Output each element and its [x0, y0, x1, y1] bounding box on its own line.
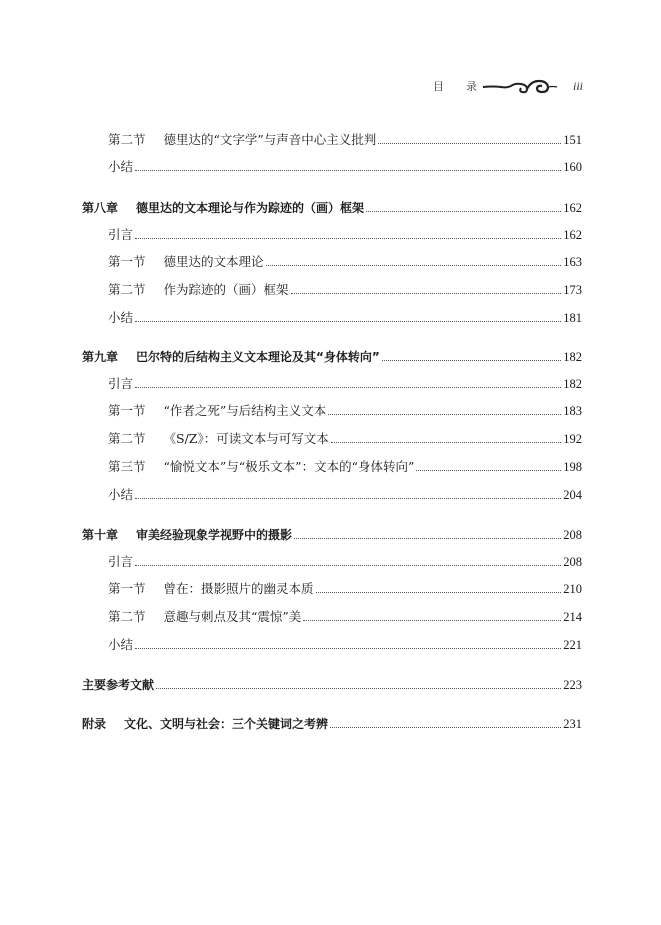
toc-entry[interactable] [108, 483, 582, 503]
toc-entry-title: 小结 [108, 310, 134, 325]
toc-entry-title: 引言 [108, 554, 134, 569]
toc-entry-title: 作为踪迹的（画）框架 [163, 282, 289, 297]
dot-leader [135, 565, 561, 566]
toc-entry-title: 小结 [108, 159, 134, 174]
dot-leader [291, 293, 562, 294]
toc-entry-page: 208 [563, 555, 582, 569]
toc-entry[interactable] [108, 278, 582, 298]
dot-leader [416, 470, 561, 471]
toc-entry[interactable] [82, 196, 582, 216]
toc-entry-title: 文化、文明与社会：三个关键词之考辨 [124, 717, 329, 731]
dot-leader [135, 170, 561, 171]
toc-entry[interactable] [108, 427, 582, 447]
dot-leader [266, 265, 562, 266]
dot-leader [135, 648, 561, 649]
toc-entry-number: 第二节 [108, 132, 146, 147]
toc-entry-number: 第二节 [108, 282, 146, 297]
toc-entry-number: 第一节 [108, 581, 146, 596]
toc-entry-number: 第十章 [82, 528, 119, 542]
dot-leader [330, 727, 561, 728]
toc-entry-title: 曾在：摄影照片的幽灵本质 [163, 581, 314, 596]
toc-entry[interactable] [108, 223, 582, 243]
toc-entry[interactable] [82, 712, 582, 732]
toc-entry-title: “愉悦文本”与“极乐文本”：文本的“身体转向” [163, 459, 415, 474]
toc-entry-title: 小结 [108, 637, 134, 652]
toc-entry-title: 《S/Z》：可读文本与可写文本 [163, 431, 329, 446]
toc-entry-page: 163 [563, 255, 582, 269]
toc-entry-page: 182 [563, 377, 582, 391]
dot-leader [135, 238, 561, 239]
toc-entry-title: 意趣与刺点及其“震惊”美 [163, 609, 302, 624]
toc-entry-page: 162 [563, 228, 582, 242]
toc-entry[interactable] [108, 577, 582, 597]
toc-entry-number: 第一节 [108, 254, 146, 269]
toc-entry[interactable] [108, 399, 582, 419]
toc-entry-number: 第八章 [82, 201, 119, 215]
toc-entry-page: 183 [563, 404, 582, 418]
page-folio: iii [572, 78, 583, 93]
dot-leader [156, 688, 561, 689]
toc-entry[interactable] [108, 155, 582, 175]
toc-entry-page: 204 [563, 488, 582, 502]
toc-entry[interactable] [82, 345, 582, 365]
toc-entry-title: 巴尔特的后结构主义文本理论及其“身体转向” [136, 350, 380, 364]
toc-entry-title: 审美经验现象学视野中的摄影 [136, 528, 293, 542]
toc-entry-number: 附录 [82, 717, 107, 731]
toc-entry-title: 引言 [108, 227, 134, 242]
dot-leader [366, 211, 561, 212]
dot-leader [316, 592, 562, 593]
toc-entry-page: 210 [563, 582, 582, 596]
toc-entry-title: 主要参考文献 [82, 678, 155, 692]
dot-leader [331, 442, 562, 443]
toc-entry[interactable] [82, 673, 582, 693]
dot-leader [135, 387, 561, 388]
toc-entry-title: 德里达的文本理论与作为踪迹的（画）框架 [136, 201, 365, 215]
toc-entry-page: 223 [563, 678, 582, 692]
toc-entry-page: 214 [563, 610, 582, 624]
toc-entry-title: 小结 [108, 487, 134, 502]
toc-entry[interactable] [82, 523, 582, 543]
toc-entry-title: 德里达的文本理论 [163, 254, 264, 269]
toc-entry-title: 德里达的“文字学”与声音中心主义批判 [163, 132, 377, 147]
toc-entry-title: 引言 [108, 376, 134, 391]
cloud-ornament-icon [481, 77, 559, 95]
toc-entry[interactable] [108, 250, 582, 270]
toc-entry-page: 181 [563, 311, 582, 325]
toc-entry-page: 162 [563, 201, 582, 215]
toc-entry[interactable] [108, 455, 582, 475]
toc-entry-number: 第二节 [108, 431, 146, 446]
header-label-mu: 目 [432, 80, 444, 93]
toc-entry-page: 173 [563, 283, 582, 297]
toc-entry[interactable] [108, 372, 582, 392]
toc-entry-title: “作者之死”与后结构主义文本 [163, 403, 327, 418]
header-label-lu: 录 [465, 80, 477, 93]
toc-entry[interactable] [108, 306, 582, 326]
toc-entry-page: 151 [563, 133, 582, 147]
toc-entry[interactable] [108, 128, 582, 148]
dot-leader [135, 321, 561, 322]
toc-entry-page: 198 [563, 460, 582, 474]
toc-entry-page: 208 [563, 528, 582, 542]
toc-entry-number: 第三节 [108, 459, 146, 474]
toc-entry-page: 192 [563, 432, 582, 446]
toc-entry-number: 第九章 [82, 350, 119, 364]
dot-leader [294, 538, 561, 539]
toc-entry[interactable] [108, 633, 582, 653]
dot-leader [303, 620, 561, 621]
toc-entry[interactable] [108, 605, 582, 625]
running-header [433, 76, 583, 96]
toc-entry-page: 231 [563, 717, 582, 731]
toc-entry-page: 182 [563, 350, 582, 364]
toc-entry[interactable] [108, 550, 582, 570]
toc-entry-page: 221 [563, 638, 582, 652]
dot-leader [135, 498, 561, 499]
dot-leader [328, 414, 561, 415]
toc-entry-page: 160 [563, 160, 582, 174]
toc-entry-number: 第二节 [108, 609, 146, 624]
toc-entry-number: 第一节 [108, 403, 146, 418]
dot-leader [382, 360, 561, 361]
dot-leader [378, 143, 561, 144]
